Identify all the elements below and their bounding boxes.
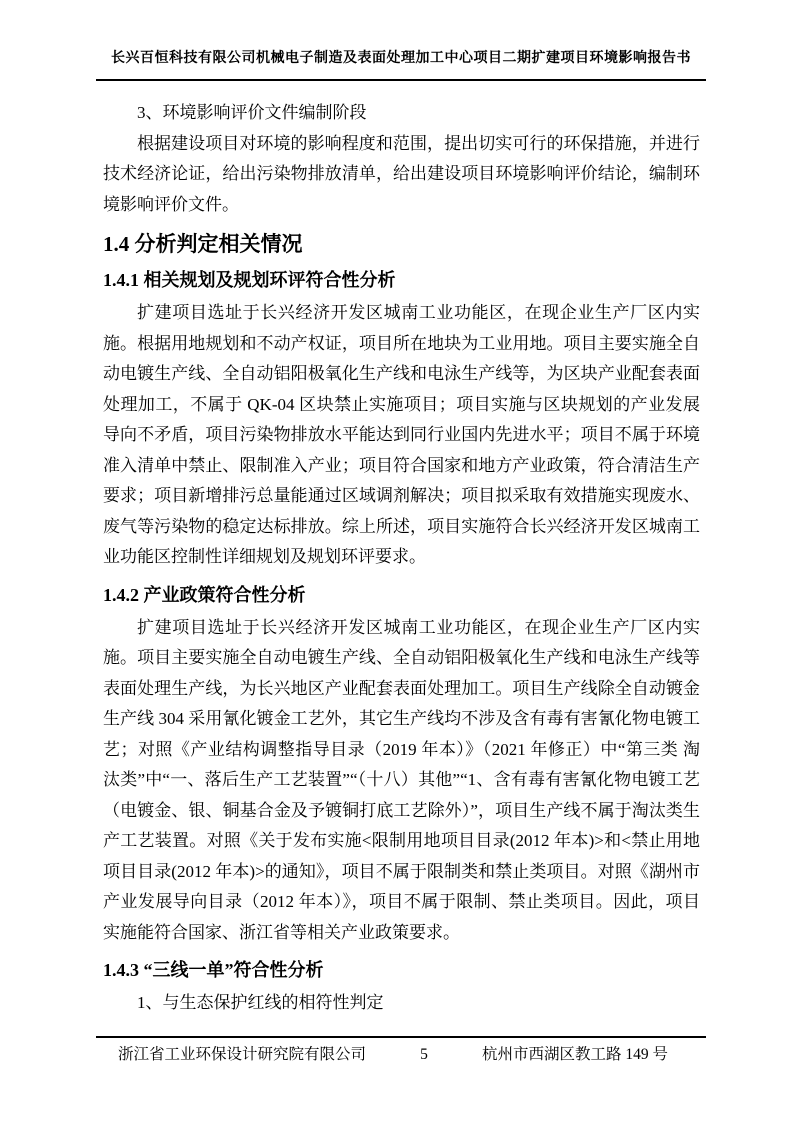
section-1-4-3-item: 1、与生态保护红线的相符性判定 <box>137 993 384 1012</box>
footer-company-name: 浙江省工业环保设计研究院有限公司 <box>118 1046 367 1063</box>
footer-row <box>96 1038 706 1065</box>
section-1-4-1-paragraph: 扩建项目选址于长兴经济开发区城南工业功能区，在现企业生产厂区内实施。根据用地规划和不动产权证，项目所在地块为工业用地。项目主要实施全自动电镀生产线、全自动铝阳极氧化生产线和电泳生产线等，为区块产业配套表面处理加工，不属于 QK-04 区块禁止实施项目；项目实施与区块规划的产业发展导向不矛盾，项目污染物排放水平能达到同行业国内先进水平；项目不属于环境准入清单中禁止、限制准入产业；项目符合国家和地方产业政策，符合清洁生产要求；项目新增排污总量能通过区域调剂解决；项目拟采取有效措施实现废水、废气等污染物的稳定达标排放。综上所述，项目实施符合长兴经济开发区城南工业功能区控制性详细规划及规划环评要求。 <box>103 303 700 566</box>
section-1-4-1-heading: 1.4.1 相关规划及规划环评符合性分析 <box>103 270 396 290</box>
footer-page-number: 5 <box>420 1046 428 1063</box>
page-header <box>96 0 706 81</box>
header-divider-line <box>96 79 706 81</box>
section-1-4-heading: 1.4 分析判定相关情况 <box>103 232 303 256</box>
section-1-4-2-paragraph: 扩建项目选址于长兴经济开发区城南工业功能区，在现企业生产厂区内实施。项目主要实施全自动电镀生产线、全自动铝阳极氧化生产线和电泳生产线等表面处理生产线，为长兴地区产业配套表面处理加工。项目生产线除全自动镀金生产线 304 采用氰化镀金工艺外，其它生产线均不涉及含有毒有害氰化物电镀工艺；对照《产业结构调整指导目录（2019 年本）》（2021 年修正）中“第三类 淘汰类”中“一、落后生产工艺装置”“（十八）其他”“1、含有毒有害氰化物电镀工艺（电镀金、银、铜基合金及予镀铜打底工艺除外）”，项目生产线不属于淘汰类生产工艺装置。对照《关于发布实施<限制用地项目目录(2012 年本)>和<禁止用地项目目录(2012 年本)>的通知》，项目不属于限制类和禁止类项目。对照《湖州市产业发展导向目录（2012 年本）》，项目不属于限制、禁止类项目。因此，项目实施能符合国家、浙江省等相关产业政策要求。 <box>103 617 700 942</box>
stage-paragraph: 根据建设项目对环境的影响程度和范围，提出切实可行的环保措施，并进行技术经济论证，给出污染物排放清单，给出建设项目环境影响评价结论，编制环境影响评价文件。 <box>103 133 700 214</box>
footer-address: 杭州市西湖区教工路 149 号 <box>481 1046 668 1063</box>
page-footer <box>96 1036 706 1065</box>
section-1-4-2-heading: 1.4.2 产业政策符合性分析 <box>103 584 306 605</box>
stage-heading: 3、环境影响评价文件编制阶段 <box>137 103 367 122</box>
section-1-4-3-heading: 1.4.3 “三线一单”符合性分析 <box>103 960 324 980</box>
running-header-title: 长兴百恒科技有限公司机械电子制造及表面处理加工中心项目二期扩建项目环境影响报告书 <box>111 51 691 66</box>
page-body <box>103 84 700 1019</box>
